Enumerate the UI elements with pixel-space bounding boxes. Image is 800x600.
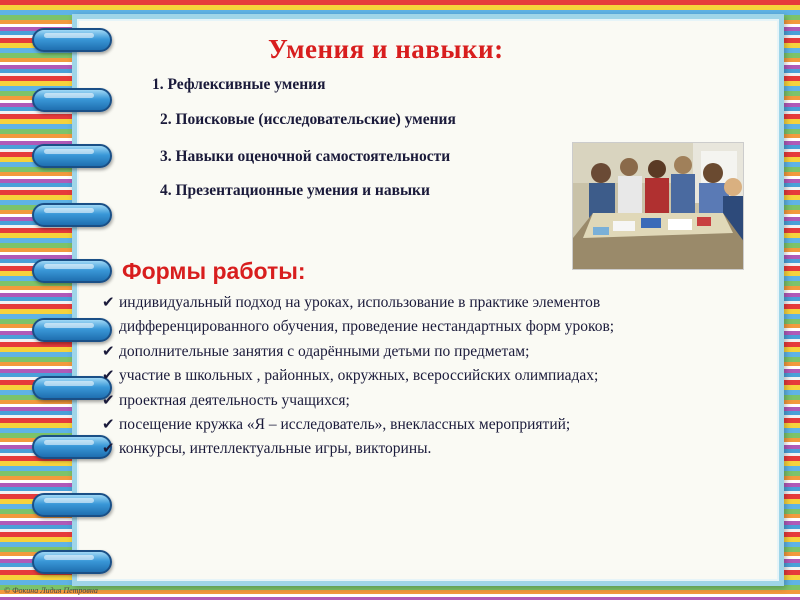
list-item-continuation — [102, 315, 782, 339]
binder-ring — [32, 203, 112, 227]
binder-ring — [32, 259, 112, 283]
binder-ring — [32, 493, 112, 517]
checkmark-icon: ✔ — [102, 441, 115, 458]
classroom-photo-image — [573, 143, 744, 270]
binder-ring — [32, 376, 112, 400]
forms-title: Формы работы: — [122, 258, 306, 284]
checkmark-icon: ✔ — [102, 343, 115, 360]
skill-item: 1. Рефлексивные умения — [152, 76, 326, 93]
binder-ring — [32, 28, 112, 52]
list-item-text: посещение кружка «Я – исследователь», внеклассных мероприятий; — [119, 416, 571, 434]
checkmark-icon: ✔ — [102, 392, 115, 409]
binder-ring — [32, 88, 112, 112]
checkmark-icon: ✔ — [102, 417, 115, 434]
list-item-text: дополнительные занятия с одарёнными детьми по предметам; — [119, 342, 530, 360]
slide-title: Умения и навыки: — [268, 34, 504, 64]
list-item-text: конкурсы, интеллектуальные игры, викторины. — [119, 440, 432, 458]
binder-ring — [32, 435, 112, 459]
forms-list — [102, 291, 782, 462]
list-item — [102, 340, 782, 364]
copyright-footer: © Фокина Лидия Петровна — [4, 586, 98, 595]
binder-ring — [32, 318, 112, 342]
list-item-text: участие в школьных , районных, окружных, всероссийских олимпиадах; — [119, 367, 599, 385]
skill-item: 4. Презентационные умения и навыки — [160, 182, 430, 199]
checkmark-icon: ✔ — [102, 368, 115, 385]
checkmark-icon: ✔ — [102, 295, 115, 311]
skill-item: 2. Поисковые (исследовательские) умения — [160, 111, 456, 128]
binder-ring — [32, 144, 112, 168]
classroom-photo — [572, 142, 744, 270]
list-item-text: дифференцированного обучения, проведение нестандартных форм уроков; — [119, 318, 615, 336]
list-item-text: проектная деятельность учащихся; — [119, 391, 350, 409]
list-item — [102, 437, 782, 461]
list-item-text: индивидуальный подход на уроках, использование в практике элементов — [119, 294, 601, 311]
list-item — [102, 364, 782, 388]
skill-item: 3. Навыки оценочной самостоятельности — [160, 148, 451, 165]
list-item — [102, 413, 782, 437]
list-item — [102, 389, 782, 413]
list-item — [102, 291, 782, 315]
binder-ring — [32, 550, 112, 574]
